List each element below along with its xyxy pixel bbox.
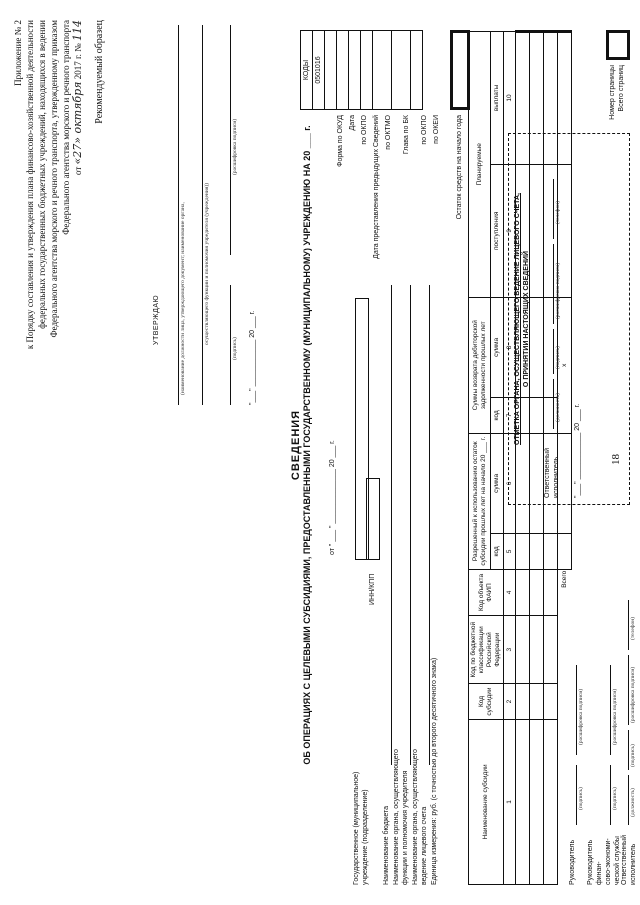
approve-title: УТВЕРЖДАЮ xyxy=(153,294,160,345)
executor-signature-caption: (подпись) xyxy=(630,744,636,767)
table-cell[interactable] xyxy=(530,616,544,684)
mark-decode-line xyxy=(553,244,554,324)
account-keeper-label: Наименование органа, осуществляющего ведение лицевого счета xyxy=(412,749,428,885)
col-number: 1 xyxy=(504,719,516,884)
appendix-title: Приложение № 2 xyxy=(13,20,23,86)
mark-phone-line xyxy=(553,179,554,239)
executor-decode-line xyxy=(628,655,629,725)
executor-decode-caption: (расшифровка подписи) xyxy=(630,666,636,723)
form-okud-label: Форма по ОКУД xyxy=(337,115,344,167)
page-number: 18 xyxy=(610,454,622,465)
date-prev-code-cell[interactable] xyxy=(349,31,361,110)
date-label: Дата xyxy=(349,115,356,131)
fin-head-signature-line xyxy=(610,765,611,825)
okei-label: по ОКЕИ xyxy=(433,115,440,144)
remainder-box[interactable] xyxy=(450,30,470,110)
executor-label: Ответственный исполнитель xyxy=(621,835,637,885)
col-number: 9 xyxy=(504,164,516,297)
document-subtitle: ОБ ОПЕРАЦИЯХ С ЦЕЛЕВЫМИ СУБСИДИЯМИ, ПРЕДОСТАВЛЕННЫМИ ГОСУДАРСТВЕННОМУ (МУНИЦИПАЛЬНОМУ) УЧРЕЖДЕНИЮ НА 20 ___ г. xyxy=(302,125,312,765)
approve-function-line xyxy=(202,25,203,405)
col-number: 2 xyxy=(504,684,516,720)
founder-label: Наименование органа, осуществляющего функции и полномочия учредителя xyxy=(393,749,409,885)
col-income: поступления xyxy=(491,164,504,297)
handwritten-date: «27» октября xyxy=(71,81,84,165)
col-number: 8 xyxy=(504,297,516,397)
okpo-label: по ОКПО xyxy=(361,115,368,145)
col-payments: выплаты xyxy=(491,32,504,165)
approve-signature-caption: (подпись) xyxy=(232,337,238,360)
oktmo-label: по ОКТМО xyxy=(385,115,392,150)
approve-position-caption: (наименование должности лица, утверждающего документ; наименование органа, xyxy=(180,202,186,395)
appendix-line-4: Федерального агентства морского и речного транспорта xyxy=(61,20,71,235)
fin-head-decode-line xyxy=(610,665,611,755)
budget-name-label: Наименование бюджета xyxy=(383,805,390,885)
col-subsidy-code: Код субсидии xyxy=(469,684,504,720)
table-cell[interactable] xyxy=(544,569,558,615)
head-label: Руководитель xyxy=(569,839,576,885)
head-signature-line xyxy=(576,765,577,825)
col-planned: Планируемые xyxy=(469,32,491,298)
col-number: 4 xyxy=(504,569,516,615)
executor-phone-caption: (телефон) xyxy=(630,616,636,640)
okpo-code-cell[interactable] xyxy=(337,31,349,110)
fin-head-decode-caption: (расшифровка подписи) xyxy=(612,688,618,745)
table-cell[interactable] xyxy=(516,534,530,570)
col-return-kod: код xyxy=(491,398,504,434)
mark-date: "___" ____________ 20 ___ г. xyxy=(574,403,581,498)
executor-signature-line xyxy=(628,730,629,770)
table-cell[interactable] xyxy=(516,616,530,684)
remainder-label: Остаток средств на начало года xyxy=(456,115,463,220)
col-number: 6 xyxy=(504,433,516,533)
col-allowed-remainder: Разрешенный к использованию остаток субсидии прошлых лет на начало 20 ___ г. xyxy=(469,433,491,569)
fin-head-signature-caption: (подпись) xyxy=(612,787,618,810)
approve-position-line xyxy=(178,25,179,405)
col-number: 5 xyxy=(504,534,516,570)
total-label: Всего xyxy=(560,570,568,588)
mark-position-line xyxy=(553,379,554,429)
head-decode-line xyxy=(576,665,577,755)
glava-bk-label: Глава по БК xyxy=(403,115,410,155)
col-allowed-kod: код xyxy=(491,534,504,570)
okud-code: 0501016 xyxy=(313,31,325,110)
table-cell[interactable] xyxy=(516,719,530,884)
mark-signature-caption: (подпись) xyxy=(555,346,561,369)
col-subsidy-name: Наименование субсидии xyxy=(469,719,504,884)
table-cell[interactable] xyxy=(516,569,530,615)
executor-position-line xyxy=(628,775,629,825)
table-cell[interactable] xyxy=(516,684,530,720)
col-allowed-sum: сумма xyxy=(491,433,504,533)
mark-signature-line xyxy=(553,329,554,374)
appendix-header xyxy=(12,20,106,490)
table-cell[interactable] xyxy=(544,684,558,720)
appendix-line-3: Федерального агентства морского и речного транспорта, утвержденному приказом xyxy=(49,20,59,338)
table-cell[interactable] xyxy=(530,684,544,720)
codes-header: КОДЫ xyxy=(301,31,313,110)
page-no-label: Номер страницы xyxy=(609,65,616,120)
mark-decode-caption: (расшифровка подписи) xyxy=(555,262,561,319)
approve-decode-line xyxy=(230,25,231,255)
okpo2-code-cell[interactable] xyxy=(392,31,411,110)
appendix-date-line: от «27» октября 2017 г. № 114 xyxy=(71,20,84,176)
approve-date: "___" ____________ 20 ___ г. xyxy=(249,310,256,405)
fin-head-label: Руководитель финан- сово-экономи- ческой службы xyxy=(587,836,621,885)
total-return-cell: х xyxy=(558,297,572,433)
col-return-sums: Суммы возврата дебиторской задолженности прошлых лет xyxy=(469,297,491,433)
glava-bk-code-cell[interactable] xyxy=(373,31,392,110)
col-return-sum: сумма xyxy=(491,297,504,397)
table-cell[interactable] xyxy=(530,569,544,615)
inn-kpp-label: ИНН/КПП xyxy=(369,573,376,605)
total-pages-label: Всего страниц xyxy=(618,65,625,112)
table-cell[interactable] xyxy=(558,534,572,570)
table-cell[interactable] xyxy=(544,534,558,570)
col-faip-code: Код объекта ФАИП xyxy=(469,569,504,615)
okpo2-label: по ОКПО xyxy=(421,115,428,145)
date-prev-label: Дата представления предыдущих Сведений xyxy=(373,115,380,259)
col-number: 10 xyxy=(504,32,516,165)
unit-label: Единица измерения: руб. (с точностью до второго десятичного знака) xyxy=(431,657,438,885)
mark-title-1: ОТМЕТКА ОРГАНА, ОСУЩЕСТВЛЯЮЩЕГО ВЕДЕНИЕ ЛИЦЕВОГО СЧЕТА, xyxy=(514,193,521,445)
appendix-line-2: федеральных государственных бюджетных учреждений, находящихся в ведении xyxy=(37,20,47,329)
mark-phone-caption: (телефон) xyxy=(555,200,561,224)
mark-position-caption: (должность) xyxy=(555,393,561,422)
appendix-line-1: к Порядку составления и утверждения плана финансово-хозяйственной деятельности xyxy=(25,20,35,350)
table-cell[interactable] xyxy=(544,719,558,884)
codes-table xyxy=(300,30,423,110)
mark-title-2: О ПРИНЯТИИ НАСТОЯЩИХ СВЕДЕНИЙ xyxy=(523,250,530,388)
col-number: 7 xyxy=(504,398,516,434)
table-cell[interactable] xyxy=(544,616,558,684)
approve-signature-line xyxy=(230,285,231,405)
date-code-cell[interactable] xyxy=(325,31,337,110)
approve-function-caption: осуществляющего функции и полномочия учредителя (учреждения)) xyxy=(204,183,210,345)
table-cell[interactable] xyxy=(530,719,544,884)
table-cell[interactable] xyxy=(530,534,544,570)
executor-position-caption: (должность) xyxy=(630,788,636,817)
inn-kpp-box xyxy=(366,478,380,560)
sample-note: Рекомендуемый образец xyxy=(94,20,105,124)
document-title-block xyxy=(290,5,312,885)
oktmo-code-cell[interactable] xyxy=(361,31,373,110)
head-decode-caption: (расшифровка подписи) xyxy=(578,688,584,745)
page-number-box[interactable] xyxy=(606,30,630,60)
handwritten-number: 114 xyxy=(71,20,84,41)
col-bk-code: Код по бюджетной классификации Российской Федерации xyxy=(469,616,504,684)
col-number: 3 xyxy=(504,616,516,684)
executor-phone-line xyxy=(628,600,629,650)
document-title: СВЕДЕНИЯ xyxy=(290,409,302,481)
account-mark-box xyxy=(508,133,630,505)
mark-executor-label: Ответственный исполнитель xyxy=(544,448,560,498)
document-date: от " ___ " ______________ 20 ___ г. xyxy=(329,440,336,555)
approve-decode-caption: (расшифровка подписи) xyxy=(232,118,238,175)
institution-label: Государственное (муниципальное) учреждение (подразделение) xyxy=(353,771,369,885)
head-signature-caption: (подпись) xyxy=(578,787,584,810)
okei-code-cell[interactable] xyxy=(411,31,423,110)
